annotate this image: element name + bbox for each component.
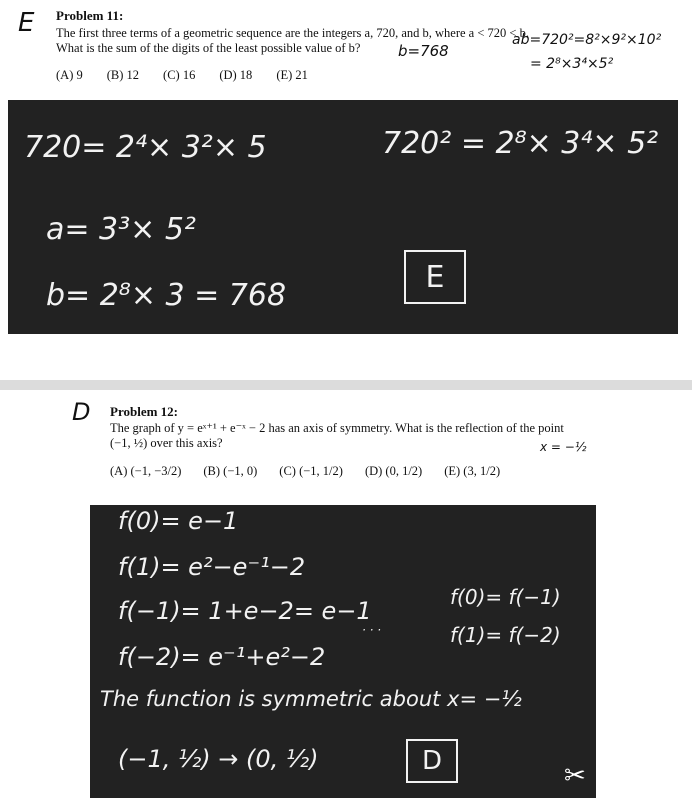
problem11-title: Problem 11: bbox=[56, 8, 124, 23]
choice-a[interactable]: (A) (−1, −3/2) bbox=[110, 464, 182, 478]
board12-answer-box bbox=[406, 739, 458, 783]
board11-line2: a= 3³× 5² bbox=[46, 212, 196, 247]
board12-right1: f(0)= f(−1) bbox=[450, 585, 561, 609]
choice-e[interactable]: (E) 21 bbox=[276, 68, 308, 82]
section-divider bbox=[0, 380, 692, 390]
cursor-icon: ✂ bbox=[564, 761, 586, 791]
choice-a[interactable]: (A) 9 bbox=[56, 68, 83, 82]
choice-c[interactable]: (C) (−1, 1/2) bbox=[279, 464, 343, 478]
choice-e[interactable]: (E) (3, 1/2) bbox=[444, 464, 501, 478]
choice-d[interactable]: (D) 18 bbox=[219, 68, 253, 82]
choice-b[interactable]: (B) 12 bbox=[106, 68, 140, 82]
problem12-text-line1: The graph of y = eˣ⁺¹ + e⁻ˣ − 2 has an axis of symmetry. What is the reflection of the point bbox=[110, 421, 564, 435]
board12-boxed-answer: D bbox=[421, 746, 443, 776]
board12-line1: f(0)= e−1 bbox=[118, 507, 239, 535]
problem11-choices bbox=[56, 68, 308, 83]
problem11-note-ab1: ab=720²=8²×9²×10² bbox=[512, 32, 662, 48]
board11-answer-box bbox=[404, 250, 466, 304]
problem12-answer-mark: D bbox=[72, 398, 91, 426]
problem11-text-line2: What is the sum of the digits of the least possible value of b? bbox=[56, 41, 361, 55]
board12-line3: f(−1)= 1+e−2= e−1 bbox=[118, 597, 372, 625]
blackboard-problem11 bbox=[8, 100, 678, 334]
blackboard-problem12 bbox=[90, 505, 596, 798]
problem12-title: Problem 12: bbox=[110, 404, 178, 419]
board12-right2: f(1)= f(−2) bbox=[450, 623, 561, 647]
board11-line1: 720= 2⁴× 3²× 5 bbox=[24, 130, 267, 165]
board12-line6: (−1, ½) → (0, ½) bbox=[118, 745, 319, 773]
board12-line2: f(1)= e²−e⁻¹−2 bbox=[118, 553, 306, 581]
problem12-text-line2: (−1, ½) over this axis? bbox=[110, 436, 223, 450]
board11-line3: b= 2⁸× 3 = 768 bbox=[46, 278, 287, 313]
choice-b[interactable]: (B) (−1, 0) bbox=[203, 464, 258, 478]
problem11-text-line1: The first three terms of a geometric sequence are the integers a, 720, and b, where a < 720 < b. bbox=[56, 26, 529, 40]
problem12-choices bbox=[110, 464, 500, 479]
board12-ellipsis: · · · bbox=[362, 623, 382, 637]
board11-line1-right: 720² = 2⁸× 3⁴× 5² bbox=[382, 126, 659, 161]
problem12-note-axis: x = −½ bbox=[540, 440, 587, 454]
problem11-note-ab2: = 2⁸×3⁴×5² bbox=[530, 56, 614, 72]
problem11-note-b: b=768 bbox=[398, 42, 449, 60]
board12-line5: The function is symmetric about x= −½ bbox=[100, 687, 522, 711]
problem11-answer-mark: E bbox=[18, 8, 35, 38]
board12-line4: f(−2)= e⁻¹+e²−2 bbox=[118, 643, 326, 671]
choice-d[interactable]: (D) (0, 1/2) bbox=[364, 464, 423, 478]
board11-boxed-answer: E bbox=[425, 259, 445, 295]
choice-c[interactable]: (C) 16 bbox=[163, 68, 196, 82]
